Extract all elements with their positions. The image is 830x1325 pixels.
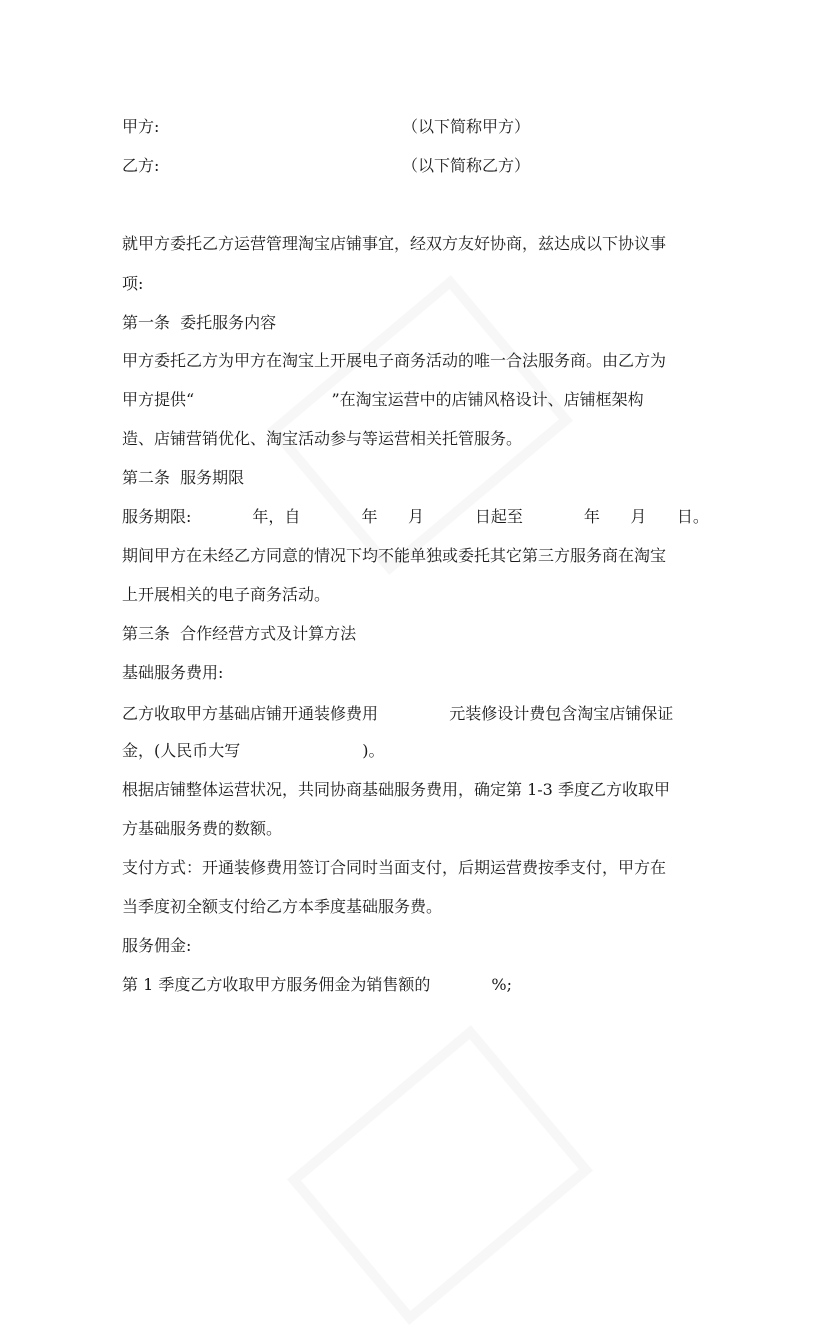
intro-line-1: 就甲方委托乙方运营管理淘宝店铺事宜，经双方友好协商，兹达成以下协议事 — [122, 234, 667, 253]
article-1-line-3: 造、店铺营销优化、淘宝活动参与等运营相关托管服务。 — [122, 429, 523, 448]
payment-line-2: 当季度初全额支付给乙方本季度基础服务费。 — [122, 897, 443, 916]
party-b-note: （以下简称乙方） — [402, 156, 531, 175]
article-1-line-2: 甲方提供“ ”在淘宝运营中的店铺风格设计、店铺框架构 — [122, 390, 644, 409]
quarter-line-2: 方基础服务费的数额。 — [122, 819, 283, 838]
article-2-line-3: 上开展相关的电子商务活动。 — [122, 585, 331, 604]
quarter-line-1: 根据店铺整体运营状况，共同协商基础服务费用，确定第 1-3 季度乙方收取甲 — [122, 780, 670, 799]
commission-title: 服务佣金: — [122, 936, 192, 955]
watermark-frame-bottom — [287, 1025, 593, 1325]
article-1-title: 第一条 委托服务内容 — [122, 313, 277, 332]
article-2-title: 第二条 服务期限 — [122, 468, 245, 487]
party-a-note: （以下简称甲方） — [402, 117, 531, 136]
article-3-title: 第三条 合作经营方式及计算方法 — [122, 624, 357, 643]
payment-line-1: 支付方式：开通装修费用签订合同时当面支付，后期运营费按季支付，甲方在 — [122, 858, 667, 877]
commission-line-1: 第 1 季度乙方收取甲方服务佣金为销售额的 %; — [122, 975, 512, 994]
watermark-frame — [267, 275, 573, 575]
intro-line-2: 项: — [122, 274, 144, 293]
basic-fee-title: 基础服务费用: — [122, 663, 224, 682]
article-1-line-1: 甲方委托乙方为甲方在淘宝上开展电子商务活动的唯一合法服务商。由乙方为 — [122, 351, 667, 370]
article-2-line-1: 服务期限: 年，自 年 月 日起至 年 月 日。 — [122, 507, 709, 526]
fee-line-1: 乙方收取甲方基础店铺开通装修费用 元装修设计费包含淘宝店铺保证 — [122, 704, 674, 723]
party-a-label: 甲方: — [122, 117, 160, 136]
article-2-line-2: 期间甲方在未经乙方同意的情况下均不能单独或委托其它第三方服务商在淘宝 — [122, 546, 667, 565]
fee-line-2: 金，(人民币大写 )。 — [122, 741, 385, 760]
party-b-label: 乙方: — [122, 156, 160, 175]
